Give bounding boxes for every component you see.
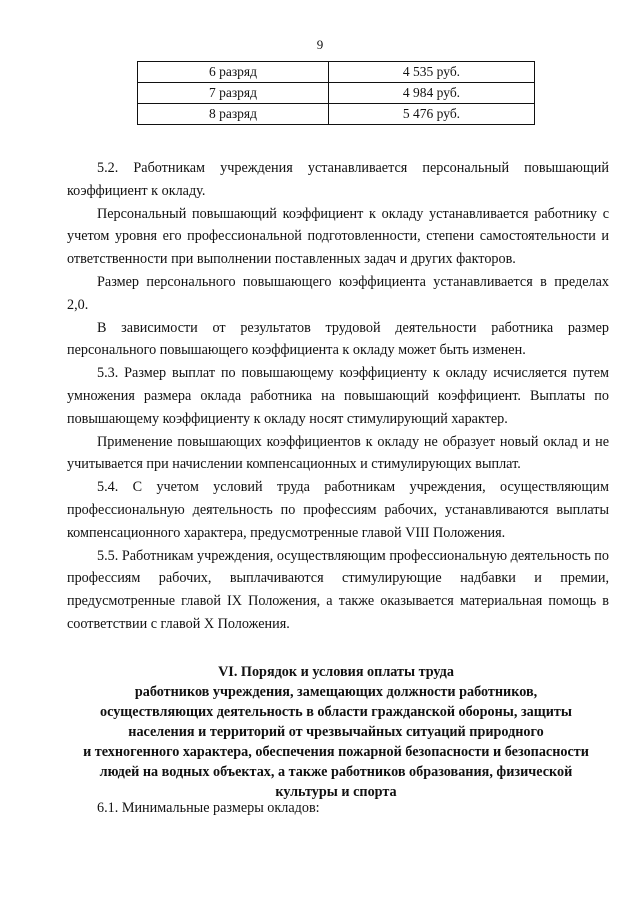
heading-line: культуры и спорта [275,784,397,800]
paragraph-5-2: 5.2. Работникам учреждения устанавливается персональный повышающий коэффициент к окладу. [67,160,609,199]
grade-cell: 7 разряд [138,83,329,104]
paragraph: Применение повышающих коэффициентов к окладу не образует новый оклад и не учитывается при начислении компенсационных и стимулирующих выплат. [67,433,609,473]
paragraph-5-4: 5.4. С учетом условий труда работникам учреждения, осуществляющим профессиональную деятельность по профессиям рабочих, устанавливаются выплаты компенсационного характера, предусмотренные главой VIII Положения. [67,479,609,541]
paragraph: Размер персонального повышающего коэффициента устанавливается в пределах 2,0. [67,273,609,313]
amount-cell: 4 535 руб. [329,62,535,83]
heading-line: людей на водных объектах, а также работников образования, физической [99,764,573,780]
paragraph: Персональный повышающий коэффициент к окладу устанавливается работнику с учетом уровня его профессиональной подготовленности, степени самостоятельности и ответственности при выполнении поставленных задач и других факторов. [67,205,609,268]
paragraph-5-3: 5.3. Размер выплат по повышающему коэффициенту к окладу исчисляется путем умножения размера оклада работника на повышающий коэффициент. Выплаты по повышающему коэффициенту к окладу носят стимулирующий характер. [67,365,609,427]
amount-cell: 4 984 руб. [329,83,535,104]
heading-line: работников учреждения, замещающих должности работников, [134,684,538,700]
paragraph-5-5: 5.5. Работникам учреждения, осуществляющим профессиональную деятельность по профессиям рабочих, выплачиваются стимулирующие надбавки и премии, предусмотренные главой IX Положения, а также оказывается материальная помощь в соответствии с главой X Положения. [67,547,609,632]
heading-line: осуществляющих деятельность в области гражданской обороны, защиты [100,704,572,720]
clause-6-1: 6.1. Минимальные размеры окладов: [97,800,320,816]
table-row [138,104,535,125]
heading-line: и техногенного характера, обеспечения пожарной безопасности и безопасности [83,744,589,760]
grade-cell: 6 разряд [138,62,329,83]
table-row [138,83,535,104]
page-number: 9 [316,37,324,52]
heading-line: VI. Порядок и условия оплаты труда [218,664,454,680]
grade-cell: 8 разряд [138,104,329,125]
salary-table [137,61,535,125]
section-heading [60,662,612,802]
heading-line: населения и территорий от чрезвычайных ситуаций природного [128,724,544,740]
body-text [67,157,609,636]
paragraph: В зависимости от результатов трудовой деятельности работника размер персонального повышающего коэффициента к окладу может быть изменен. [67,319,609,359]
table-row [138,62,535,83]
amount-cell: 5 476 руб. [329,104,535,125]
